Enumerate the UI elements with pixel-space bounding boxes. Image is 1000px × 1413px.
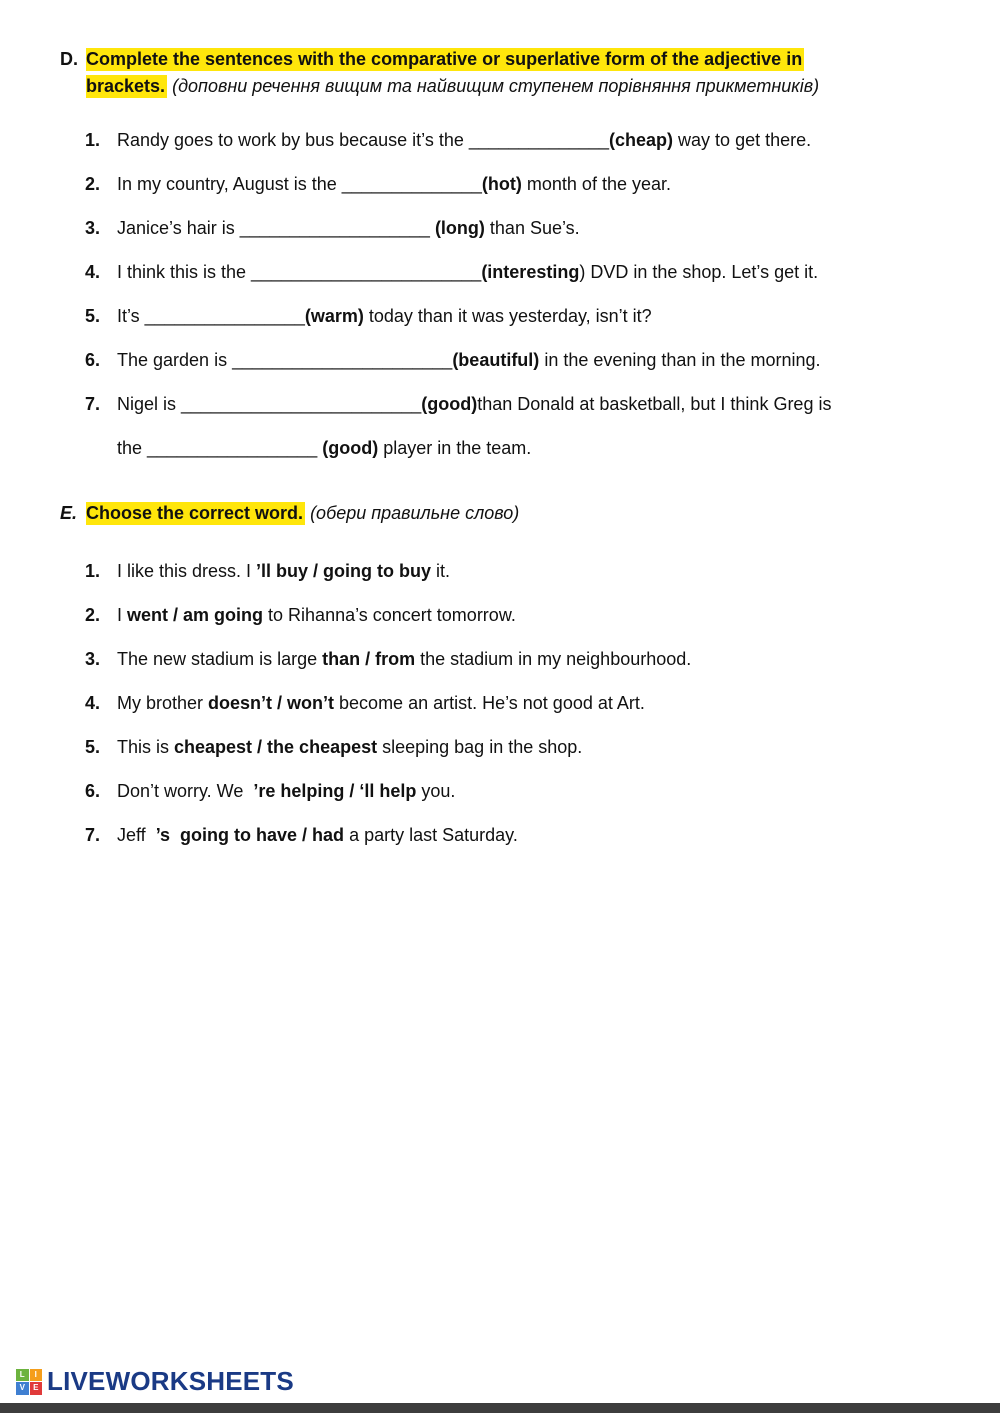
choice-option[interactable]: ’re helping / ‘ll help — [253, 781, 417, 801]
choice-option[interactable]: went / am going — [127, 605, 264, 625]
choice-option[interactable]: ’ll buy / going to buy — [256, 561, 432, 581]
text-segment: (interesting — [481, 262, 580, 282]
text-segment: ) DVD in the shop. Let’s get it. — [579, 262, 819, 282]
item-number: 3. — [85, 649, 101, 669]
item-number — [85, 434, 117, 462]
logo-square: V — [16, 1382, 29, 1395]
text-segment: (beautiful) — [452, 350, 540, 370]
text-segment: become an artist. He’s not good at Art. — [334, 693, 645, 713]
exercise-item — [85, 777, 942, 805]
exercise-item — [85, 126, 942, 154]
item-number: 4. — [85, 693, 101, 713]
item-number: 1. — [85, 130, 101, 150]
text-segment: player in the team. — [378, 438, 532, 458]
text-segment: I think this is the _______________________ — [117, 262, 482, 282]
text-segment: The new stadium is large — [117, 649, 323, 669]
exercise-item — [85, 645, 942, 673]
section-d-letter: D. — [60, 49, 78, 69]
section-e-subtitle: (обери правильне слово) — [310, 503, 520, 523]
section-e-letter: E. — [60, 503, 78, 523]
exercise-item — [85, 557, 942, 585]
section-d — [60, 46, 942, 462]
text-segment: Jeff — [117, 825, 156, 845]
section-d-items — [60, 126, 942, 462]
text-segment: I — [117, 605, 128, 625]
item-number: 1. — [85, 561, 101, 581]
item-number: 4. — [85, 262, 101, 282]
item-text — [117, 821, 942, 849]
text-segment: (good) — [322, 438, 379, 458]
text-segment: (hot) — [481, 174, 522, 194]
choice-option[interactable]: doesn’t / won’t — [208, 693, 335, 713]
item-text — [117, 214, 942, 242]
item-text — [117, 346, 942, 374]
item-text — [117, 733, 942, 761]
item-text — [117, 434, 942, 462]
item-text — [117, 126, 942, 154]
item-number: 7. — [85, 825, 101, 845]
liveworksheets-logo-icon — [16, 1369, 42, 1395]
text-segment: than Donald at basketball, but I think Greg is — [477, 394, 832, 414]
exercise-item — [85, 689, 942, 717]
exercise-item — [85, 214, 942, 242]
text-segment: Nigel is ________________________ — [117, 394, 422, 414]
choice-option[interactable]: cheapest / the cheapest — [174, 737, 378, 757]
item-text — [117, 302, 942, 330]
item-text — [117, 557, 942, 585]
text-segment: This is — [117, 737, 175, 757]
logo-square: E — [30, 1382, 43, 1395]
exercise-item — [85, 733, 942, 761]
item-text — [117, 777, 942, 805]
section-e-title-text: Choose the correct word. — [86, 503, 304, 523]
item-number: 6. — [85, 781, 101, 801]
text-segment: Randy goes to work by bus because it’s the ______________ — [117, 130, 610, 150]
item-number: 5. — [85, 737, 101, 757]
section-d-title — [86, 46, 942, 100]
text-segment: the stadium in my neighbourhood. — [415, 649, 692, 669]
exercise-item — [85, 302, 942, 330]
section-d-heading — [60, 46, 942, 100]
choice-option[interactable]: than / from — [322, 649, 416, 669]
text-segment: (warm) — [304, 306, 364, 326]
choice-option[interactable]: ’s going to have / had — [155, 825, 345, 845]
item-number: 3. — [85, 218, 101, 238]
text-segment: It’s ________________ — [117, 306, 305, 326]
text-segment: The garden is ______________________ — [117, 350, 453, 370]
exercise-item — [85, 434, 942, 462]
text-segment: to Rihanna’s concert tomorrow. — [263, 605, 516, 625]
text-segment: (cheap) — [609, 130, 674, 150]
text-segment: (good) — [421, 394, 478, 414]
section-e-heading — [60, 500, 942, 527]
item-text — [117, 689, 942, 717]
item-text — [117, 258, 942, 286]
text-segment: In my country, August is the ______________ — [117, 174, 482, 194]
section-e — [60, 500, 942, 849]
section-d-title-line1: Complete the sentences with the comparative or superlative form of the adjective in — [86, 49, 803, 69]
text-segment: (long) — [434, 218, 485, 238]
item-number: 5. — [85, 306, 101, 326]
item-text — [117, 601, 942, 629]
text-segment: the _________________ — [117, 438, 323, 458]
text-segment: Don’t worry. We — [117, 781, 254, 801]
text-segment: it. — [431, 561, 451, 581]
logo-square: I — [30, 1369, 43, 1382]
item-text — [117, 645, 942, 673]
item-number: 7. — [85, 394, 101, 414]
text-segment: Janice’s hair is ___________________ — [117, 218, 435, 238]
section-e-items — [60, 557, 942, 849]
text-segment: way to get there. — [673, 130, 812, 150]
section-d-title-line2: brackets. — [86, 76, 166, 96]
text-segment: My brother — [117, 693, 209, 713]
exercise-item — [85, 258, 942, 286]
text-segment: than Sue’s. — [484, 218, 580, 238]
bottom-bar — [0, 1403, 1000, 1413]
exercise-item — [85, 346, 942, 374]
text-segment: a party last Saturday. — [344, 825, 518, 845]
text-segment: in the evening than in the morning. — [539, 350, 821, 370]
text-segment: I like this dress. I — [117, 561, 257, 581]
exercise-item — [85, 170, 942, 198]
text-segment: sleeping bag in the shop. — [377, 737, 583, 757]
exercise-item — [85, 390, 942, 418]
item-text — [117, 170, 942, 198]
item-text — [117, 390, 942, 418]
logo-square: L — [16, 1369, 29, 1382]
brand-name: LIVEWORKSHEETS — [47, 1366, 294, 1396]
text-segment: today than it was yesterday, isn’t it? — [363, 306, 652, 326]
item-number: 6. — [85, 350, 101, 370]
exercise-item — [85, 821, 942, 849]
text-segment: month of the year. — [521, 174, 671, 194]
liveworksheets-footer — [16, 1366, 294, 1397]
text-segment: you. — [416, 781, 456, 801]
exercise-item — [85, 601, 942, 629]
section-e-title — [86, 500, 942, 527]
item-number: 2. — [85, 605, 101, 625]
section-d-subtitle: (доповни речення вищим та найвищим ступенем порівняння прикметників) — [172, 76, 820, 96]
item-number: 2. — [85, 174, 101, 194]
